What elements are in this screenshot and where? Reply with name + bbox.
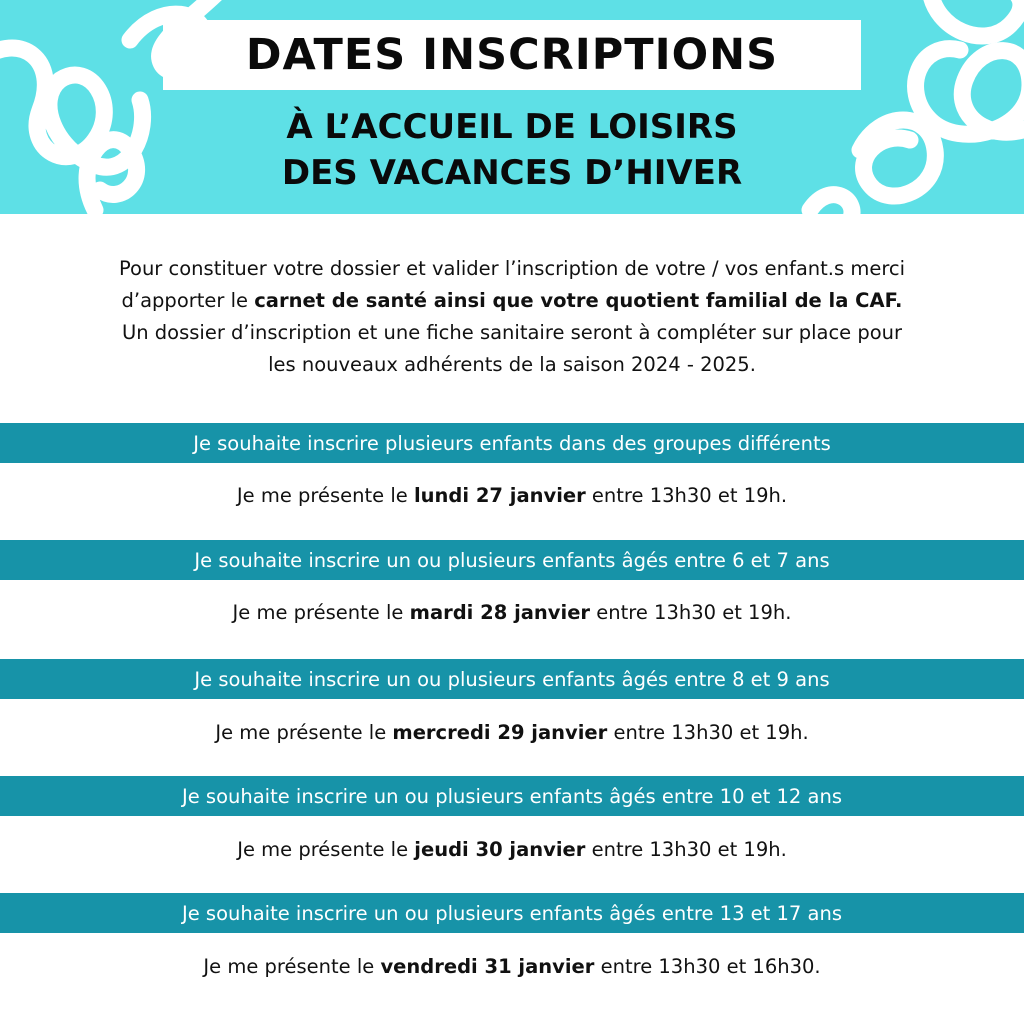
- intro-line-2-prefix: d’apporter le: [121, 289, 255, 312]
- slot-prefix: Je me présente le: [215, 721, 393, 744]
- slot-schedule: [0, 601, 1024, 624]
- slot-prefix: Je me présente le: [203, 955, 381, 978]
- slot-suffix: entre 13h30 et 19h.: [585, 838, 787, 861]
- slot-schedule: [0, 721, 1024, 744]
- slot-heading: Je souhaite inscrire un ou plusieurs enfants âgés entre 13 et 17 ans: [181, 901, 843, 925]
- header-banner: [0, 0, 1024, 214]
- slot-heading: Je souhaite inscrire un ou plusieurs enfants âgés entre 8 et 9 ans: [194, 667, 830, 691]
- slot-suffix: entre 13h30 et 16h30.: [594, 955, 821, 978]
- slot-suffix: entre 13h30 et 19h.: [590, 601, 792, 624]
- slot-schedule: [0, 955, 1024, 978]
- intro-paragraph: [40, 253, 984, 381]
- slot-heading-band: [0, 540, 1024, 580]
- slot-prefix: Je me présente le: [236, 484, 414, 507]
- slot-heading-band: [0, 893, 1024, 933]
- slot-prefix: Je me présente le: [237, 838, 415, 861]
- slot-date: mercredi 29 janvier: [392, 721, 608, 744]
- subtitle-line-1: À L’ACCUEIL DE LOISIRS: [286, 107, 738, 147]
- slot-date: lundi 27 janvier: [413, 484, 586, 507]
- subtitle: [0, 104, 1024, 196]
- slot-suffix: entre 13h30 et 19h.: [585, 484, 788, 507]
- slot-heading: Je souhaite inscrire plusieurs enfants dans des groupes différents: [193, 431, 831, 455]
- slot-heading-band: [0, 423, 1024, 463]
- slot-prefix: Je me présente le: [232, 601, 410, 624]
- slot-suffix: entre 13h30 et 19h.: [607, 721, 809, 744]
- title-box: [163, 20, 861, 90]
- intro-line-2-bold: carnet de santé ainsi que votre quotient familial de la CAF.: [254, 289, 903, 312]
- intro-line-3: Un dossier d’inscription et une fiche sanitaire seront à compléter sur place pour: [121, 321, 903, 344]
- slot-heading: Je souhaite inscrire un ou plusieurs enfants âgés entre 6 et 7 ans: [194, 548, 830, 572]
- intro-line-4: les nouveaux adhérents de la saison 2024 - 2025.: [268, 353, 756, 376]
- slot-heading-band: [0, 659, 1024, 699]
- slot-heading: Je souhaite inscrire un ou plusieurs enfants âgés entre 10 et 12 ans: [181, 784, 843, 808]
- intro-line-2: [40, 285, 984, 317]
- slot-schedule: [0, 838, 1024, 861]
- slot-date: vendredi 31 janvier: [380, 955, 595, 978]
- slot-heading-band: [0, 776, 1024, 816]
- intro-line-1: Pour constituer votre dossier et valider l’inscription de votre / vos enfant.s merci: [118, 257, 906, 280]
- slot-date: jeudi 30 janvier: [414, 838, 586, 861]
- slot-date: mardi 28 janvier: [409, 601, 591, 624]
- page-title: DATES INSCRIPTIONS: [245, 30, 779, 80]
- slot-schedule: [0, 484, 1024, 507]
- subtitle-line-2: DES VACANCES D’HIVER: [281, 153, 743, 193]
